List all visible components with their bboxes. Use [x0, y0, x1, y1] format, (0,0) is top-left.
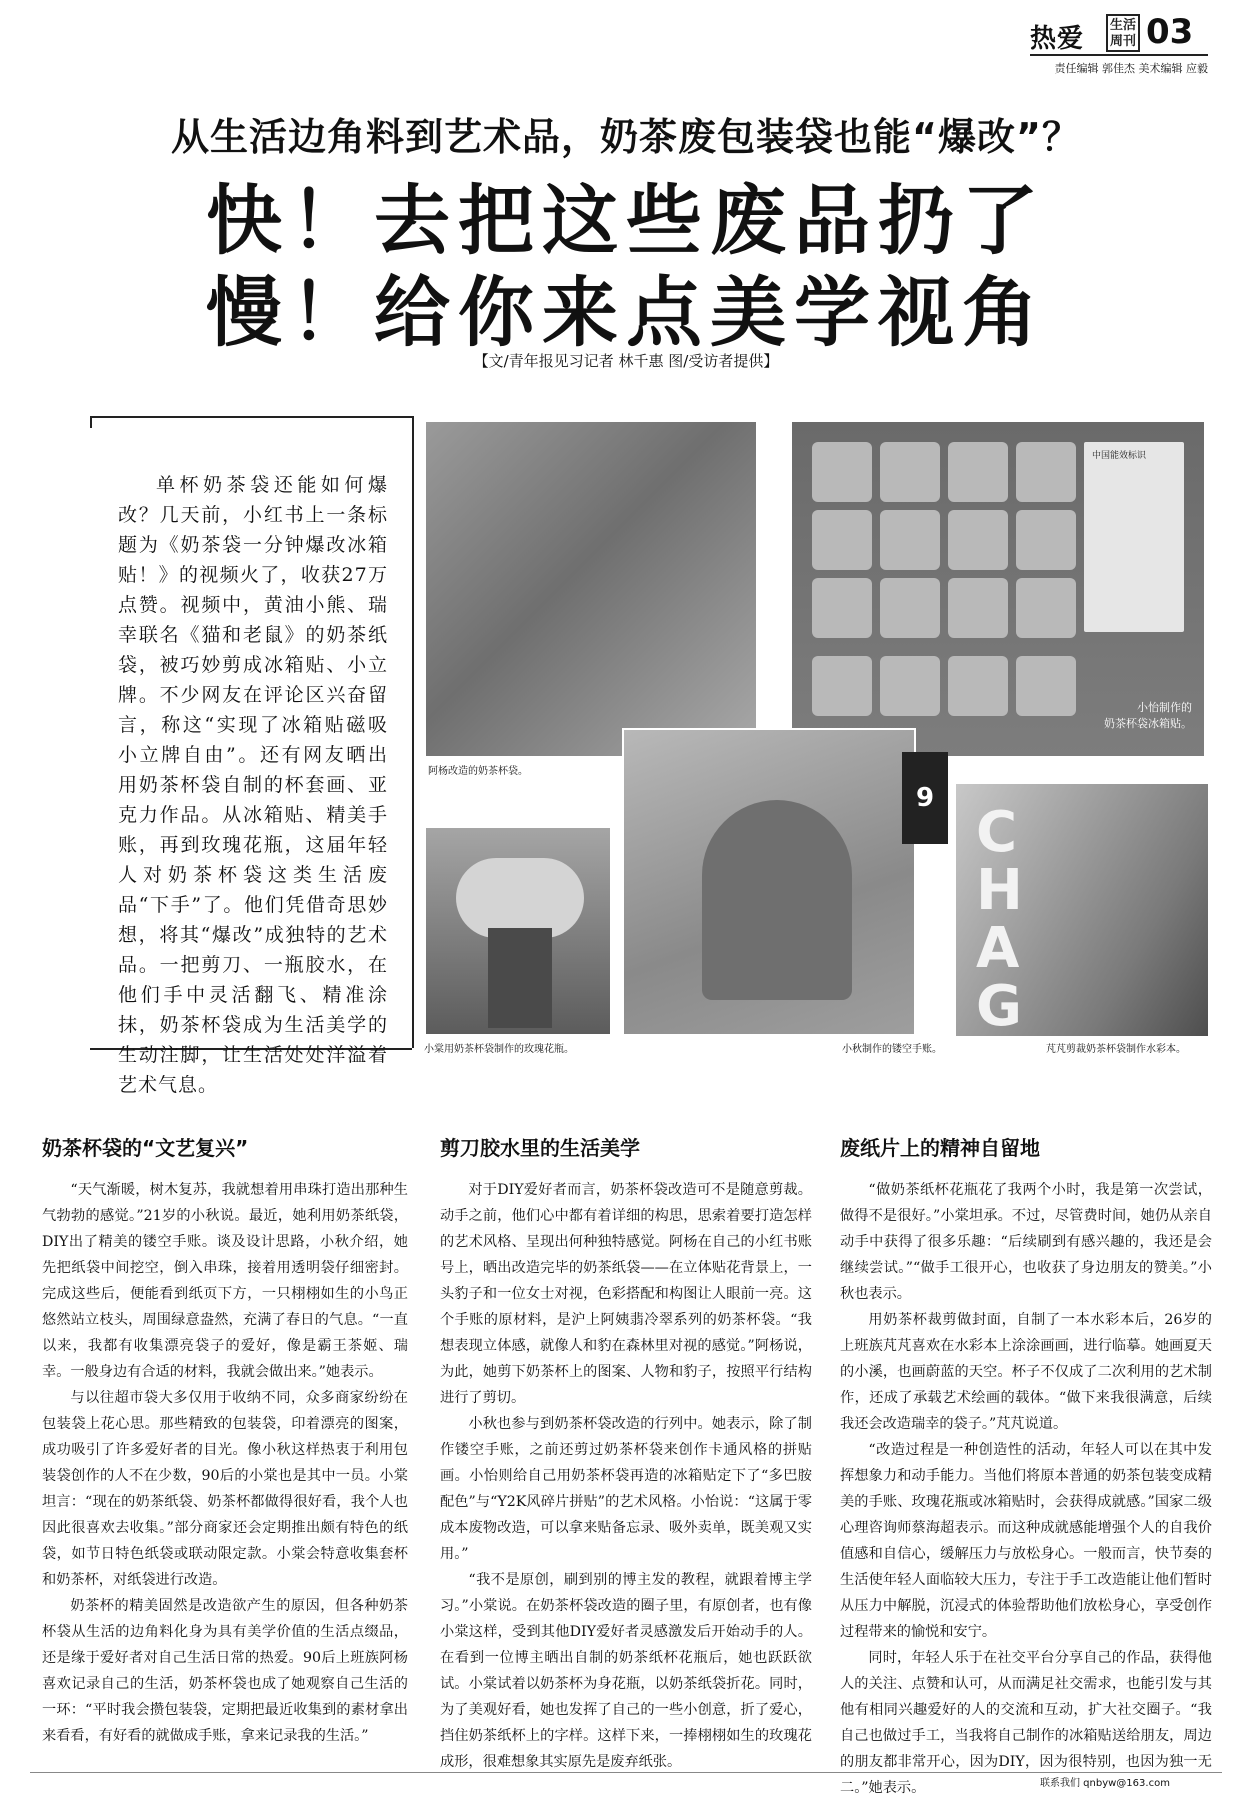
- editor-credits: 责任编辑 郭佳杰 美术编辑 应毅: [1054, 62, 1208, 75]
- newspaper-logo: 生活周刊: [1106, 14, 1140, 52]
- p2-overlay-line1: 小怡制作的: [1137, 701, 1192, 714]
- caption-pengpeng: 芃芃剪裁奶茶杯袋制作水彩本。: [1046, 1044, 1186, 1055]
- paragraph: “天气渐暖，树木复苏，我就想着用串珠打造出那种生气勃勃的感觉。”21岁的小秋说。最近，她利用奶茶纸袋，DIY出了精美的镂空手账。谈及设计思路，小秋介绍，她先把纸袋中间挖空，倒入串珠，接着用透明袋仔细密封。完成这些后，便能看到纸页下方，一只栩栩如生的小鸟正悠然站立枝头，周围绿意盎然，充满了春日的气息。“一直以来，我都有收集漂亮袋子的爱好，像是霸王茶姬、瑞幸。一般身边有合适的材料，我就会做出来。”她表示。: [42, 1182, 408, 1380]
- photo-xiaoqiu-hollow-journal: [622, 728, 916, 1036]
- paragraph: 奶茶杯的精美固然是改造欲产生的原因，但各种奶茶杯袋从生活的边角料化身为具有美学价值的生活点缀品，还是缘于爱好者对自己生活日常的热爱。90后上班族阿杨喜欢记录自己的生活，奶茶杯袋也成了她观察自己生活的一环：“平时我会攒包装袋，定期把最近收集到的素材拿出来看看，有好看的就做成手账，拿来记录我的生活。”: [42, 1598, 408, 1744]
- column-2: [440, 1132, 812, 1775]
- p2-overlay-line2: 奶茶杯袋冰箱贴。: [1104, 717, 1192, 730]
- intro-box: [90, 430, 412, 1096]
- intro-text: 单杯奶茶袋还能如何爆改？几天前，小红书上一条标题为《奶茶袋一分钟爆改冰箱贴！》的视频火了，收获27万点赞。视频中，黄油小熊、瑞幸联名《猫和老鼠》的奶茶纸袋，被巧妙剪成冰箱贴、小立牌。不少网友在评论区兴奋留言，称这“实现了冰箱贴磁吸小立牌自由”。还有网友晒出用奶茶杯袋自制的杯套画、亚克力作品。从冰箱贴、精美手账，再到玫瑰花瓶，这届年轻人对奶茶杯袋这类生活废品“下手”了。他们凭借奇思妙想，将其“爆改”成独特的艺术品。一把剪刀、一瓶胶水，在他们手中灵活翻飞、精准涂抹，奶茶杯袋成为生活美学的生动注脚，让生活处处洋溢着艺术气息。: [118, 474, 388, 1096]
- paragraph: “我不是原创，刷到别的博主发的教程，就跟着博主学习。”小棠说。在奶茶杯袋改造的圈子里，有原创者，也有像小棠这样，受到其他DIY爱好者灵感激发后开始动手的人。在看到一位博主晒出自制的奶茶纸杯花瓶后，她也跃跃欲试。小棠试着以奶茶杯为身花瓶，以奶茶纸袋折花。同时，为了美观好看，她也发挥了自己的一些小创意，折了爱心，挡住奶茶纸杯上的字样。这样下来，一捧栩栩如生的玫瑰花成形，很难想象其实原先是废弃纸张。: [440, 1572, 812, 1770]
- paragraph: 同时，年轻人乐于在社交平台分享自己的作品，获得他人的关注、点赞和认可，从而满足社交需求，也能引发与其他有相同兴趣爱好的人的交流和互动，扩大社交圈子。“我自己也做过手工，当我将自己制作的冰箱贴送给朋友，周边的朋友都非常开心，因为DIY，因为很特别，也因为独一无二。”她表示。: [840, 1650, 1212, 1796]
- photo-xiaotang-rose-vase: [424, 826, 612, 1036]
- byline: 【文/青年报见习记者 林千惠 图/受访者提供】: [473, 352, 779, 370]
- p5-cover-letters: CHAG: [976, 800, 1023, 1038]
- photo-xiaoyi-fridge-magnets: [790, 420, 1206, 758]
- paragraph: 用奶茶杯裁剪做封面，自制了一本水彩本后，26岁的上班族芃芃喜欢在水彩本上涂涂画画，进行临摹。她画夏天的小溪，也画蔚蓝的天空。杯子不仅成了二次利用的艺术制作，还成了承载艺术绘画的载体。“做下来我很满意，后续我还会改造瑞幸的袋子。”芃芃说道。: [840, 1312, 1212, 1432]
- energy-label-text: 中国能效标识: [1092, 451, 1147, 461]
- paragraph: 小秋也参与到奶茶杯袋改造的行列中。她表示，除了制作镂空手账，之前还剪过奶茶杯袋来创作卡通风格的拼贴画。小怡则给自己用奶茶杯袋再造的冰箱贴定下了“多巴胺配色”与“Y2K风碎片拼贴”的艺术风格。小怡说：“这属于零成本废物改造，可以拿来贴备忘录、吸外卖单，既美观又实用。”: [440, 1416, 812, 1562]
- column-3: [840, 1132, 1212, 1801]
- caption-xiaoqiu: 小秋制作的镂空手账。: [842, 1044, 942, 1055]
- section-name: 热爱: [1030, 24, 1085, 54]
- column-3-title: 废纸片上的精神自留地: [840, 1136, 1040, 1160]
- photo-badge: 9: [902, 752, 948, 844]
- paragraph: “改造过程是一种创造性的活动，年轻人可以在其中发挥想象力和动手能力。当他们将原本普通的奶茶包装变成精美的手账、玫瑰花瓶或冰箱贴时，会获得成就感。”国家二级心理咨询师蔡海超表示。而这种成就感能增强个人的自我价值感和自信心，缓解压力与放松身心。一般而言，快节奏的生活使年轻人面临较大压力，专注于手工改造能让他们暂时从压力中解脱，沉浸式的体验帮助他们放松身心，享受创作过程带来的愉悦和安宁。: [840, 1442, 1212, 1640]
- footer-rule: [30, 1772, 1222, 1773]
- headline-title-line2: 慢！给你来点美学视角: [206, 268, 1046, 357]
- photo-pengpeng-watercolor-book: [954, 782, 1210, 1038]
- footer-contact: 联系我们 qnbyw@163.com: [1040, 1778, 1170, 1789]
- intro-frame-top: [90, 416, 414, 428]
- headline-title-line1: 快！去把这些废品扔了: [206, 176, 1046, 265]
- page-number: 03: [1146, 12, 1194, 52]
- headline-subtitle: 从生活边角料到艺术品，奶茶废包装袋也能“爆改”？: [171, 115, 1081, 159]
- masthead-rule: [1030, 54, 1208, 56]
- paragraph: “做奶茶纸杯花瓶花了我两个小时，我是第一次尝试，做得不是很好。”小棠坦承。不过，尽管费时间，她仍从亲自动手中获得了很多乐趣：“后续刷到有感兴趣的，我还是会继续尝试。”“做手工很开心，也收获了身边朋友的赞美。”小秋也表示。: [840, 1182, 1212, 1302]
- column-1: [42, 1132, 408, 1749]
- caption-ayang: 阿杨改造的奶茶杯袋。: [428, 766, 528, 777]
- caption-xiaotang: 小棠用奶茶杯袋制作的玫瑰花瓶。: [424, 1044, 574, 1055]
- paragraph: 对于DIY爱好者而言，奶茶杯袋改造可不是随意剪裁。动手之前，他们心中都有着详细的构思，思索着要打造怎样的艺术风格、呈现出何种独特感觉。阿杨在自己的小红书账号上，晒出改造完毕的奶茶纸袋——在立体贴花背景上，一头豹子和一位女士对视，色彩搭配和构图让人眼前一亮。这个手账的原材料，是沪上阿姨翡冷翠系列的奶茶杯袋。“我想表现立体感，就像人和豹在森林里对视的感觉。”阿杨说，为此，她剪下奶茶杯上的图案、人物和豹子，按照平行结构进行了剪切。: [440, 1182, 812, 1406]
- paragraph: 与以往超市袋大多仅用于收纳不同，众多商家纷纷在包装袋上花心思。那些精致的包装袋，印着漂亮的图案，成功吸引了许多爱好者的目光。像小秋这样热衷于利用包装袋创作的人不在少数，90后的小棠也是其中一员。小棠坦言：“现在的奶茶纸袋、奶茶杯都做得很好看，我个人也因此很喜欢去收集。”部分商家还会定期推出颇有特色的纸袋，如节日特色纸袋或联动限定款。小棠会特意收集套杯和奶茶杯，对纸袋进行改造。: [42, 1390, 408, 1588]
- photo-ayang-bag-collage: [424, 420, 758, 758]
- column-2-title: 剪刀胶水里的生活美学: [440, 1136, 640, 1160]
- column-1-title: 奶茶杯袋的“文艺复兴”: [42, 1136, 249, 1160]
